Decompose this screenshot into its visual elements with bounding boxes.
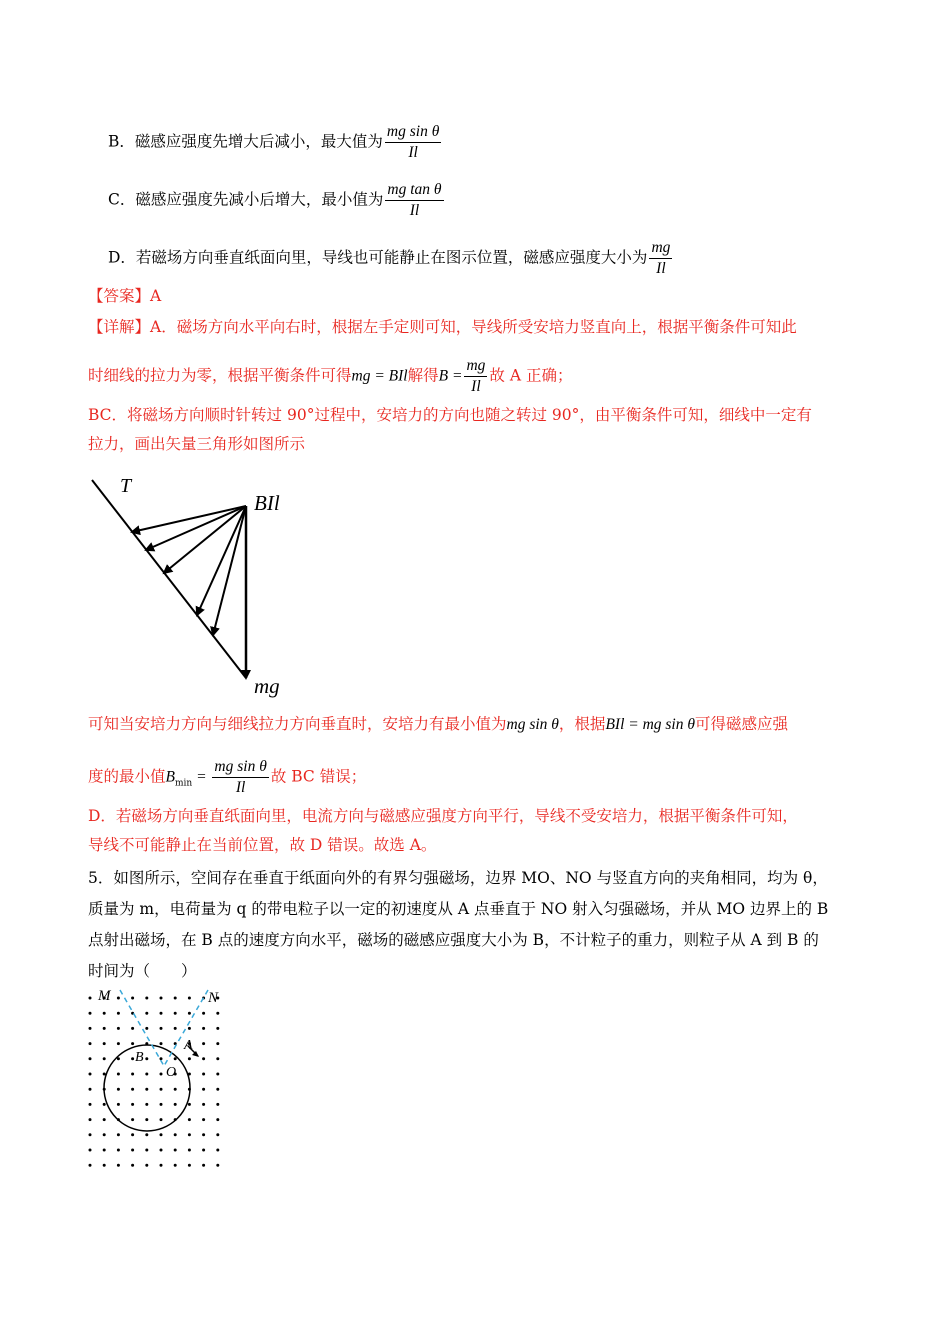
field-dot: [174, 1133, 177, 1136]
field-dot: [216, 1012, 219, 1015]
question-5-line-2: 质量为 m，电荷量为 q 的带电粒子以一定的初速度从 A 点垂直于 NO 射入匀强磁场，并从 MO 边界上的 B: [88, 900, 829, 918]
field-dot: [188, 1103, 191, 1106]
field-dot: [145, 1088, 148, 1091]
field-dot: [160, 1027, 163, 1030]
question-5-line-3: 点射出磁场，在 B 点的速度方向水平，磁场的磁感应强度大小为 B，不计粒子的重力，则粒子从 A 到 B 的: [88, 931, 819, 949]
field-dot: [202, 1103, 205, 1106]
field-dot: [131, 1042, 134, 1045]
field-dot: [174, 1088, 177, 1091]
detail-d-line-1: D．若磁场方向垂直纸面向里，电流方向与磁感应强度方向平行，导线不受安培力，根据平衡条件可知，: [88, 807, 798, 825]
field-dot: [117, 1103, 120, 1106]
field-dot: [89, 1164, 92, 1167]
field-dot: [188, 1118, 191, 1121]
field-dot: [188, 1133, 191, 1136]
field-dot: [131, 1073, 134, 1076]
field-dot: [89, 1057, 92, 1060]
field-dot: [117, 1042, 120, 1045]
detail-d-line-2: 导线不可能静止在当前位置，故 D 错误。故选 A。: [88, 836, 437, 854]
field-dot: [145, 1073, 148, 1076]
detail-line-2: 时细线的拉力为零，根据平衡条件可得mg = BIl解得B = $\frac{mg}{Il}$ 故 A 正确；: [88, 357, 573, 395]
field-dot: [103, 1027, 106, 1030]
field-dot: [160, 1012, 163, 1015]
label-o: O: [166, 1065, 177, 1080]
field-dot: [145, 1027, 148, 1030]
field-dot: [117, 1027, 120, 1030]
field-dot: [131, 1057, 134, 1060]
field-dot: [131, 1133, 134, 1136]
label-t: T: [120, 475, 132, 497]
field-dot: [216, 1133, 219, 1136]
field-dot: [160, 1118, 163, 1121]
detail-min-line-2: 度的最小值$B_{min}$ = $\frac{\text{mg sin θ}}{Il}$ 故 BC 错误；: [88, 758, 367, 796]
field-dot: [216, 1088, 219, 1091]
field-dot: [89, 997, 92, 1000]
field-dot: [103, 1118, 106, 1121]
field-dot: [216, 1103, 219, 1106]
field-dot: [216, 1027, 219, 1030]
field-dot: [131, 1149, 134, 1152]
field-dot: [117, 1133, 120, 1136]
option-d-fraction: $\frac{mg}{Il}$: [651, 239, 671, 277]
detail-min-line-1: 可知当安培力方向与细线拉力方向垂直时，安培力有最小值为mg sin θ，根据BIl = mg sin θ可得磁感应强: [88, 715, 788, 733]
vector-triangle-figure: [80, 470, 300, 700]
field-dot: [160, 1057, 163, 1060]
field-dot: [174, 997, 177, 1000]
field-dot: [89, 1149, 92, 1152]
field-dot: [131, 997, 134, 1000]
field-dot: [89, 1103, 92, 1106]
field-dot: [202, 1027, 205, 1030]
force-vector-2: [146, 506, 246, 550]
field-dot: [103, 1164, 106, 1167]
field-dot: [131, 1088, 134, 1091]
field-dot: [202, 1073, 205, 1076]
field-dot: [103, 1103, 106, 1106]
field-dot: [89, 1088, 92, 1091]
field-dot: [131, 1164, 134, 1167]
field-dot: [145, 1057, 148, 1060]
field-dot: [103, 1042, 106, 1045]
field-dot: [188, 997, 191, 1000]
field-dot: [216, 1042, 219, 1045]
field-dot: [160, 1133, 163, 1136]
field-dot: [216, 1164, 219, 1167]
equation-mg-bil: mg = BIl: [351, 367, 408, 385]
option-d-text: D．若磁场方向垂直纸面向里，导线也可能静止在图示位置，磁感应强度大小为: [108, 248, 648, 267]
field-dot: [160, 997, 163, 1000]
field-dot: [202, 1164, 205, 1167]
field-dot: [117, 1073, 120, 1076]
boundary-no: [164, 990, 208, 1066]
option-c: [108, 180, 446, 221]
field-dot: [202, 1149, 205, 1152]
field-dot: [145, 1103, 148, 1106]
field-dot: [89, 1042, 92, 1045]
option-c-fraction: $\frac{\text{mg tan θ}}{Il}$: [387, 181, 442, 219]
field-dot: [202, 1088, 205, 1091]
field-dot: [188, 1149, 191, 1152]
field-dot: [216, 1057, 219, 1060]
field-dot: [202, 1118, 205, 1121]
label-m: M: [98, 988, 111, 1004]
fraction-b: $\frac{mg}{Il}$: [466, 357, 486, 395]
field-dot: [89, 1012, 92, 1015]
field-dot: [216, 1073, 219, 1076]
field-dot: [174, 1149, 177, 1152]
field-dot: [145, 1164, 148, 1167]
field-dot: [202, 1012, 205, 1015]
field-dot: [145, 1133, 148, 1136]
option-b: [108, 122, 443, 163]
field-dot: [145, 1012, 148, 1015]
field-dot: [89, 1133, 92, 1136]
option-d: [108, 238, 674, 279]
field-dot: [188, 1012, 191, 1015]
detail-line-1: 【详解】A．磁场方向水平向右时，根据左手定则可知，导线所受安培力竖直向上，根据平衡条件可知此: [88, 318, 797, 336]
detail-bc-line-2: 拉力，画出矢量三角形如图所示: [88, 435, 306, 453]
field-dot: [174, 1164, 177, 1167]
field-dot: [202, 1133, 205, 1136]
answer: 【答案】A: [88, 287, 162, 305]
question-5-line-4: 时间为（ ）: [88, 962, 197, 980]
label-mg: mg: [254, 674, 280, 698]
field-dot: [103, 1149, 106, 1152]
field-dot: [160, 1088, 163, 1091]
field-dot: [103, 1012, 106, 1015]
label-b: B: [135, 1050, 144, 1065]
field-dot: [174, 1027, 177, 1030]
field-dot: [103, 1133, 106, 1136]
field-dot: [216, 1118, 219, 1121]
detail-bc-line-1: BC．将磁场方向顺时针转过 90°过程中，安培力的方向也随之转过 90°，由平衡条件可知，细线中一定有: [88, 406, 812, 424]
field-dot: [188, 1057, 191, 1060]
option-b-text: B．磁感应强度先增大后减小，最大值为: [108, 132, 383, 151]
option-b-fraction: $\frac{\text{mg sin θ}}{Il}$: [386, 123, 440, 161]
field-dot: [131, 1103, 134, 1106]
field-dot: [174, 1057, 177, 1060]
field-dot: [117, 997, 120, 1000]
field-dot: [145, 997, 148, 1000]
field-dot: [160, 1073, 163, 1076]
field-dot: [117, 1149, 120, 1152]
field-dot: [216, 1149, 219, 1152]
field-dot: [89, 1073, 92, 1076]
label-bil: BIl: [254, 491, 280, 515]
field-dots: [89, 997, 220, 1167]
field-dot: [160, 1164, 163, 1167]
field-dot: [174, 1012, 177, 1015]
field-dot: [202, 1042, 205, 1045]
field-dot: [160, 1042, 163, 1045]
question-5-line-1: 5．如图所示，空间存在垂直于纸面向外的有界匀强磁场，边界 MO、NO 与竖直方向的夹角相同，均为 θ，: [88, 869, 828, 887]
field-dot: [103, 1057, 106, 1060]
field-dot: [160, 1103, 163, 1106]
fraction-bmin: $\frac{\text{mg sin θ}}{Il}$: [214, 758, 267, 796]
label-n: N: [208, 990, 219, 1006]
field-dot: [131, 1027, 134, 1030]
field-dot: [202, 1057, 205, 1060]
field-dot: [89, 1118, 92, 1121]
field-dot: [89, 1027, 92, 1030]
field-dot: [188, 1027, 191, 1030]
label-a: A: [184, 1038, 193, 1053]
field-dot: [188, 1164, 191, 1167]
field-dot: [131, 1118, 134, 1121]
field-dot: [145, 1149, 148, 1152]
field-dot: [117, 1164, 120, 1167]
magnetic-field-figure: [80, 984, 230, 1189]
field-dot: [145, 1118, 148, 1121]
field-dot: [174, 1103, 177, 1106]
tension-line: [92, 480, 246, 678]
field-dot: [160, 1149, 163, 1152]
field-dot: [117, 1088, 120, 1091]
option-c-text: C．磁感应强度先减小后增大，最小值为: [108, 190, 384, 209]
field-dot: [117, 1012, 120, 1015]
